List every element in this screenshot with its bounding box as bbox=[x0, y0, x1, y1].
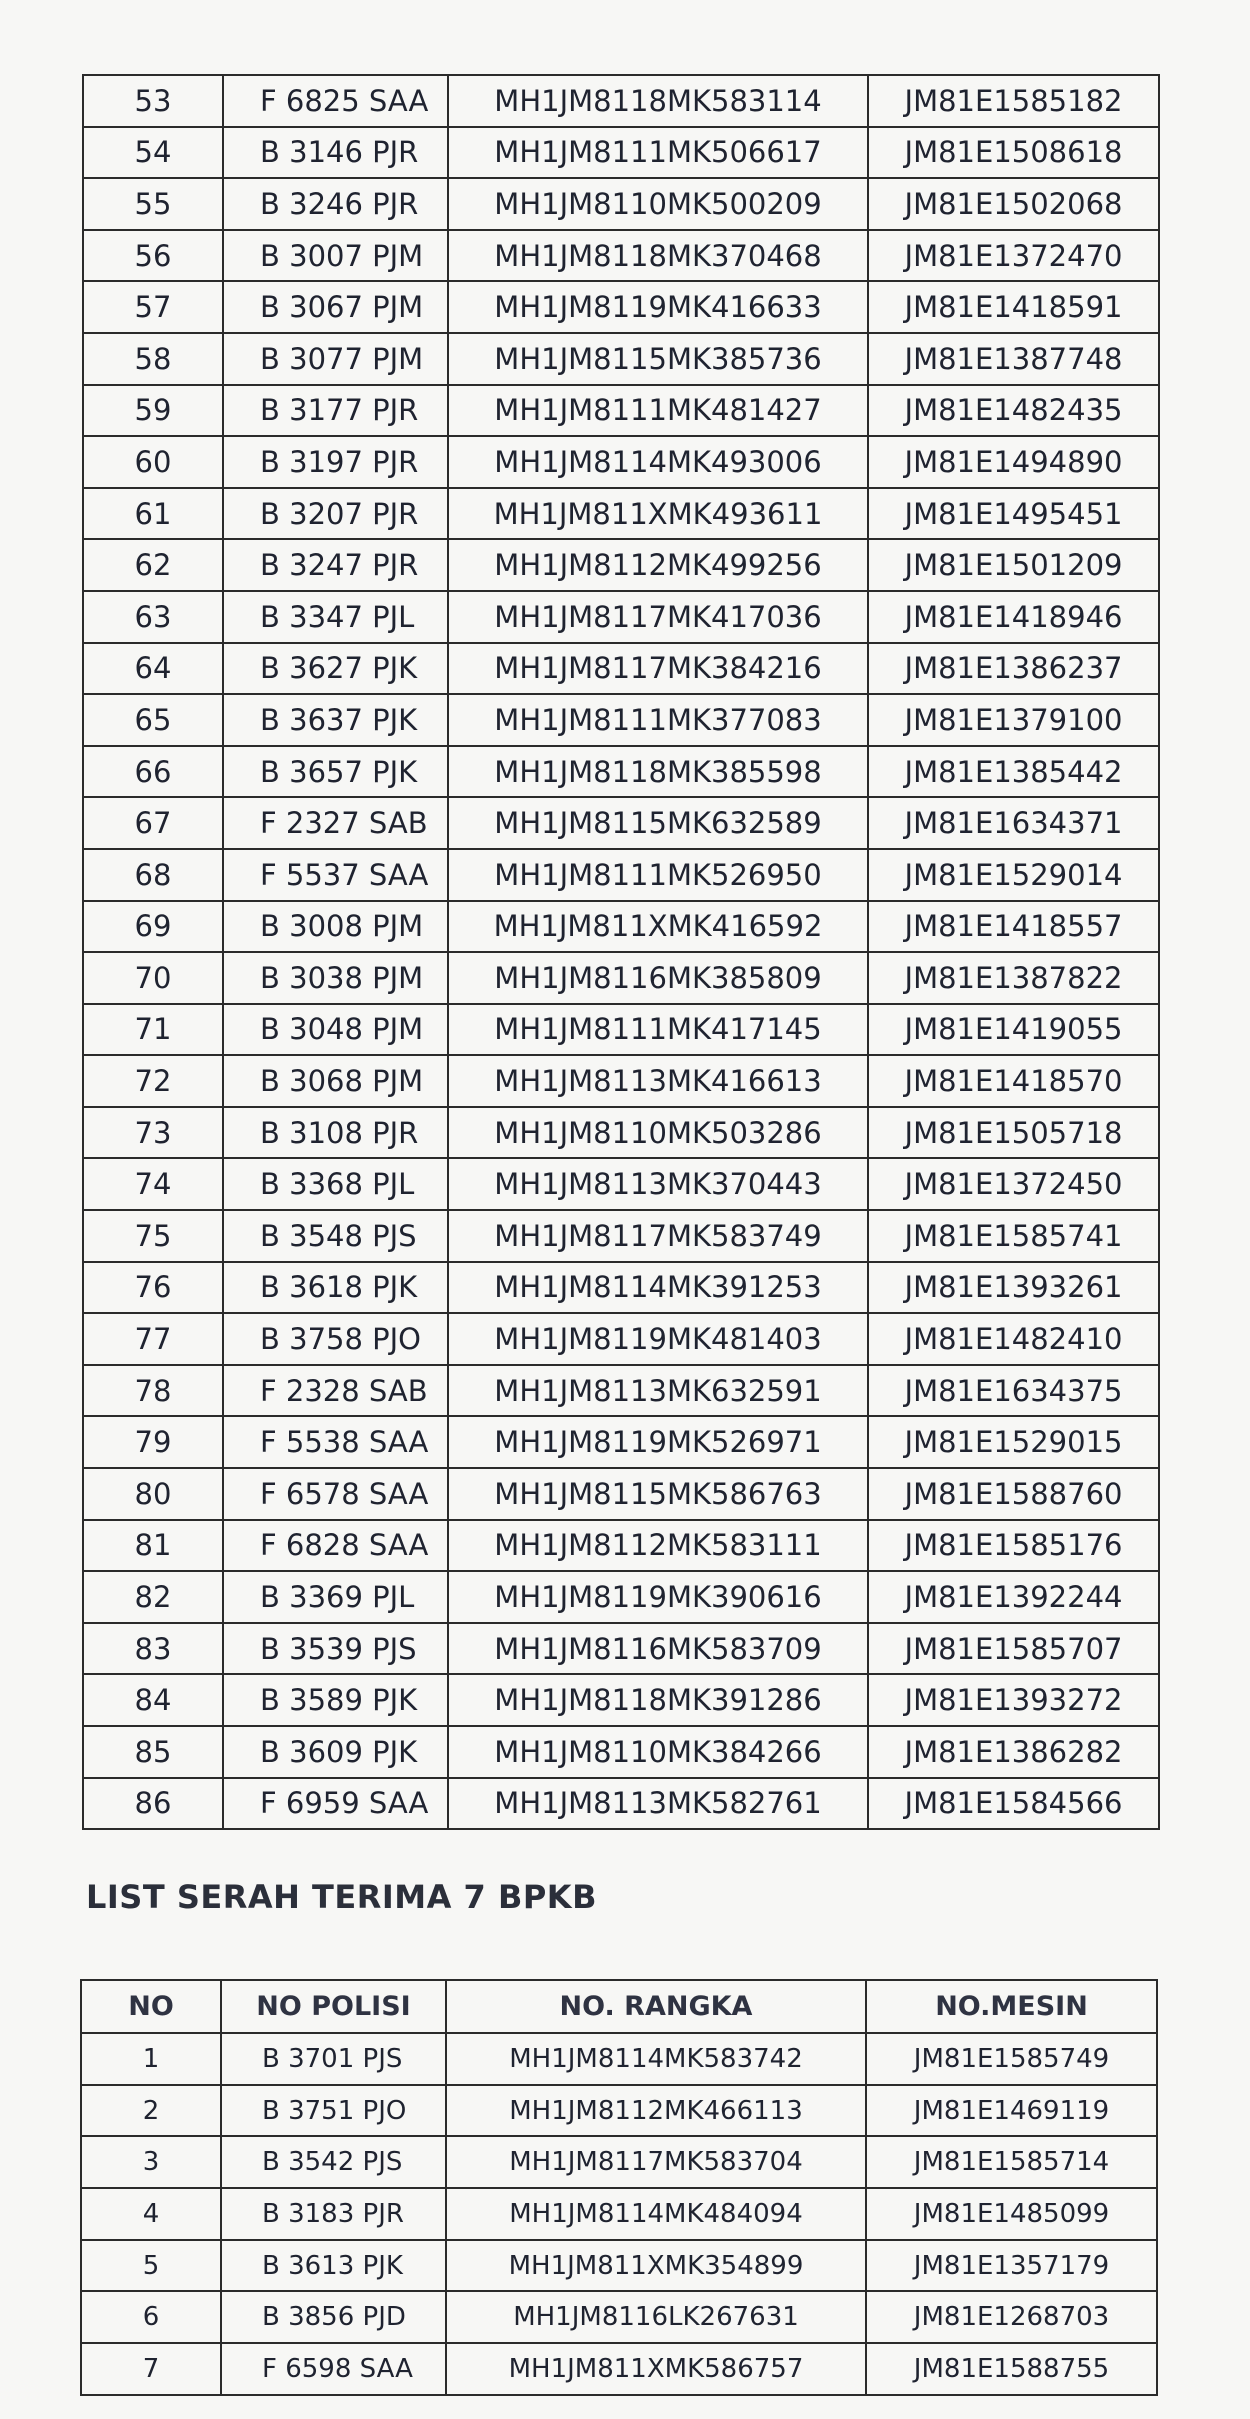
table-row bbox=[83, 849, 1159, 901]
table-row bbox=[83, 1262, 1159, 1314]
cell-no-polisi: F 5537 SAA bbox=[223, 849, 448, 901]
table-row bbox=[83, 952, 1159, 1004]
cell-no-mesin: JM81E1529015 bbox=[868, 1416, 1159, 1468]
cell-no-mesin: JM81E1585749 bbox=[866, 2033, 1157, 2085]
cell-no: 74 bbox=[83, 1158, 223, 1210]
cell-no: 63 bbox=[83, 591, 223, 643]
cell-no-mesin: JM81E1585714 bbox=[866, 2136, 1157, 2188]
table-row bbox=[83, 127, 1159, 179]
cell-no-rangka: MH1JM8118MK391286 bbox=[448, 1674, 868, 1726]
cell-no-rangka: MH1JM8113MK632591 bbox=[448, 1365, 868, 1417]
cell-no: 73 bbox=[83, 1107, 223, 1159]
cell-no-mesin: JM81E1372450 bbox=[868, 1158, 1159, 1210]
cell-no-rangka: MH1JM8111MK417145 bbox=[448, 1004, 868, 1056]
table-row bbox=[83, 746, 1159, 798]
table-row bbox=[81, 2136, 1157, 2188]
cell-no-rangka: MH1JM8119MK416633 bbox=[448, 281, 868, 333]
table-row bbox=[83, 1778, 1159, 1830]
cell-no-rangka: MH1JM8114MK583742 bbox=[446, 2033, 866, 2085]
table-row bbox=[83, 436, 1159, 488]
cell-no: 69 bbox=[83, 901, 223, 953]
cell-no-rangka: MH1JM8113MK370443 bbox=[448, 1158, 868, 1210]
table-row bbox=[83, 1468, 1159, 1520]
cell-no-mesin: JM81E1385442 bbox=[868, 746, 1159, 798]
cell-no-mesin: JM81E1495451 bbox=[868, 488, 1159, 540]
cell-no-rangka: MH1JM8119MK526971 bbox=[448, 1416, 868, 1468]
cell-no: 59 bbox=[83, 385, 223, 437]
cell-no-rangka: MH1JM8114MK493006 bbox=[448, 436, 868, 488]
cell-no-mesin: JM81E1419055 bbox=[868, 1004, 1159, 1056]
table-row bbox=[81, 2291, 1157, 2343]
cell-no-polisi: F 6578 SAA bbox=[223, 1468, 448, 1520]
cell-no-rangka: MH1JM8113MK416613 bbox=[448, 1055, 868, 1107]
cell-no-mesin: JM81E1268703 bbox=[866, 2291, 1157, 2343]
cell-no-polisi: B 3589 PJK bbox=[223, 1674, 448, 1726]
cell-no-rangka: MH1JM8119MK390616 bbox=[448, 1571, 868, 1623]
cell-no-polisi: B 3177 PJR bbox=[223, 385, 448, 437]
cell-no: 67 bbox=[83, 797, 223, 849]
cell-no: 72 bbox=[83, 1055, 223, 1107]
table-row bbox=[83, 333, 1159, 385]
cell-no: 62 bbox=[83, 539, 223, 591]
cell-no-rangka: MH1JM8115MK632589 bbox=[448, 797, 868, 849]
table-row bbox=[83, 281, 1159, 333]
cell-no-polisi: F 2327 SAB bbox=[223, 797, 448, 849]
cell-no-polisi: F 5538 SAA bbox=[223, 1416, 448, 1468]
cell-no: 85 bbox=[83, 1726, 223, 1778]
cell-no-mesin: JM81E1508618 bbox=[868, 127, 1159, 179]
cell-no-polisi: B 3637 PJK bbox=[223, 694, 448, 746]
cell-no-polisi: B 3077 PJM bbox=[223, 333, 448, 385]
cell-no-polisi: B 3048 PJM bbox=[223, 1004, 448, 1056]
table-row bbox=[83, 178, 1159, 230]
header-row bbox=[81, 1980, 1157, 2033]
table-row bbox=[83, 1055, 1159, 1107]
cell-no-rangka: MH1JM8117MK583749 bbox=[448, 1210, 868, 1262]
cell-no-mesin: JM81E1393272 bbox=[868, 1674, 1159, 1726]
bpkb-table bbox=[80, 1979, 1158, 2396]
table-row bbox=[83, 591, 1159, 643]
cell-no-mesin: JM81E1392244 bbox=[868, 1571, 1159, 1623]
table-row bbox=[83, 75, 1159, 127]
cell-no-rangka: MH1JM8117MK384216 bbox=[448, 643, 868, 695]
cell-no-mesin: JM81E1505718 bbox=[868, 1107, 1159, 1159]
cell-no-rangka: MH1JM8116MK385809 bbox=[448, 952, 868, 1004]
table-row bbox=[83, 1313, 1159, 1365]
cell-no-mesin: JM81E1386282 bbox=[868, 1726, 1159, 1778]
cell-no: 57 bbox=[83, 281, 223, 333]
table-row bbox=[81, 2085, 1157, 2137]
cell-no: 68 bbox=[83, 849, 223, 901]
cell-no-mesin: JM81E1585176 bbox=[868, 1520, 1159, 1572]
table-row bbox=[83, 1107, 1159, 1159]
cell-no-polisi: F 6828 SAA bbox=[223, 1520, 448, 1572]
cell-no-polisi: B 3067 PJM bbox=[223, 281, 448, 333]
cell-no-mesin: JM81E1634371 bbox=[868, 797, 1159, 849]
table-row bbox=[83, 1210, 1159, 1262]
table-row bbox=[83, 797, 1159, 849]
cell-no-mesin: JM81E1529014 bbox=[868, 849, 1159, 901]
header-no-polisi: NO POLISI bbox=[221, 1980, 446, 2033]
cell-no-mesin: JM81E1502068 bbox=[868, 178, 1159, 230]
cell-no-polisi: B 3657 PJK bbox=[223, 746, 448, 798]
cell-no-rangka: MH1JM8112MK466113 bbox=[446, 2085, 866, 2137]
cell-no-rangka: MH1JM8115MK586763 bbox=[448, 1468, 868, 1520]
cell-no: 60 bbox=[83, 436, 223, 488]
bpkb-table-body bbox=[81, 2033, 1157, 2395]
cell-no-polisi: B 3008 PJM bbox=[223, 901, 448, 953]
table-row bbox=[81, 2240, 1157, 2292]
cell-no: 6 bbox=[81, 2291, 221, 2343]
cell-no-polisi: B 3539 PJS bbox=[223, 1623, 448, 1675]
cell-no-polisi: B 3542 PJS bbox=[221, 2136, 446, 2188]
cell-no-polisi: B 3548 PJS bbox=[223, 1210, 448, 1262]
cell-no: 84 bbox=[83, 1674, 223, 1726]
cell-no-mesin: JM81E1588755 bbox=[866, 2343, 1157, 2395]
table-row bbox=[81, 2343, 1157, 2395]
cell-no-mesin: JM81E1387748 bbox=[868, 333, 1159, 385]
cell-no-rangka: MH1JM8111MK526950 bbox=[448, 849, 868, 901]
cell-no-mesin: JM81E1584566 bbox=[868, 1778, 1159, 1830]
cell-no-mesin: JM81E1469119 bbox=[866, 2085, 1157, 2137]
cell-no: 7 bbox=[81, 2343, 221, 2395]
cell-no-rangka: MH1JM8115MK385736 bbox=[448, 333, 868, 385]
cell-no: 75 bbox=[83, 1210, 223, 1262]
cell-no-mesin: JM81E1588760 bbox=[868, 1468, 1159, 1520]
cell-no-polisi: F 6959 SAA bbox=[223, 1778, 448, 1830]
cell-no-rangka: MH1JM8110MK503286 bbox=[448, 1107, 868, 1159]
cell-no-rangka: MH1JM8110MK384266 bbox=[448, 1726, 868, 1778]
cell-no-rangka: MH1JM811XMK354899 bbox=[446, 2240, 866, 2292]
table-row bbox=[83, 1004, 1159, 1056]
cell-no-mesin: JM81E1379100 bbox=[868, 694, 1159, 746]
header-no-mesin: NO.MESIN bbox=[866, 1980, 1157, 2033]
table-row bbox=[83, 1365, 1159, 1417]
cell-no-polisi: B 3146 PJR bbox=[223, 127, 448, 179]
cell-no-rangka: MH1JM8118MK583114 bbox=[448, 75, 868, 127]
cell-no-polisi: F 2328 SAB bbox=[223, 1365, 448, 1417]
cell-no-rangka: MH1JM811XMK493611 bbox=[448, 488, 868, 540]
table-row bbox=[83, 694, 1159, 746]
table-row bbox=[83, 1520, 1159, 1572]
table-row bbox=[83, 539, 1159, 591]
cell-no-rangka: MH1JM8117MK417036 bbox=[448, 591, 868, 643]
cell-no-rangka: MH1JM8114MK391253 bbox=[448, 1262, 868, 1314]
cell-no-polisi: B 3108 PJR bbox=[223, 1107, 448, 1159]
cell-no-rangka: MH1JM8116MK583709 bbox=[448, 1623, 868, 1675]
cell-no: 61 bbox=[83, 488, 223, 540]
cell-no-rangka: MH1JM8113MK582761 bbox=[448, 1778, 868, 1830]
cell-no-polisi: B 3627 PJK bbox=[223, 643, 448, 695]
cell-no: 65 bbox=[83, 694, 223, 746]
cell-no: 81 bbox=[83, 1520, 223, 1572]
header-no: NO bbox=[81, 1980, 221, 2033]
cell-no-polisi: B 3246 PJR bbox=[223, 178, 448, 230]
cell-no-rangka: MH1JM8119MK481403 bbox=[448, 1313, 868, 1365]
bpkb-list-title: LIST SERAH TERIMA 7 BPKB bbox=[86, 1878, 597, 1916]
cell-no-rangka: MH1JM8111MK506617 bbox=[448, 127, 868, 179]
cell-no: 55 bbox=[83, 178, 223, 230]
cell-no-mesin: JM81E1418946 bbox=[868, 591, 1159, 643]
cell-no-polisi: B 3007 PJM bbox=[223, 230, 448, 282]
table-row bbox=[83, 1158, 1159, 1210]
cell-no: 66 bbox=[83, 746, 223, 798]
cell-no: 5 bbox=[81, 2240, 221, 2292]
cell-no-rangka: MH1JM8117MK583704 bbox=[446, 2136, 866, 2188]
cell-no-polisi: B 3701 PJS bbox=[221, 2033, 446, 2085]
cell-no-rangka: MH1JM8112MK583111 bbox=[448, 1520, 868, 1572]
cell-no-polisi: B 3038 PJM bbox=[223, 952, 448, 1004]
cell-no-mesin: JM81E1585707 bbox=[868, 1623, 1159, 1675]
cell-no-rangka: MH1JM811XMK586757 bbox=[446, 2343, 866, 2395]
cell-no: 53 bbox=[83, 75, 223, 127]
cell-no-polisi: B 3347 PJL bbox=[223, 591, 448, 643]
vehicle-list-body bbox=[83, 75, 1159, 1829]
cell-no-polisi: F 6598 SAA bbox=[221, 2343, 446, 2395]
cell-no-mesin: JM81E1482435 bbox=[868, 385, 1159, 437]
cell-no-mesin: JM81E1585741 bbox=[868, 1210, 1159, 1262]
table-row bbox=[83, 1674, 1159, 1726]
cell-no-mesin: JM81E1482410 bbox=[868, 1313, 1159, 1365]
cell-no-mesin: JM81E1387822 bbox=[868, 952, 1159, 1004]
bpkb-table-header bbox=[81, 1980, 1157, 2033]
cell-no: 77 bbox=[83, 1313, 223, 1365]
cell-no-mesin: JM81E1418591 bbox=[868, 281, 1159, 333]
table-row bbox=[83, 488, 1159, 540]
table-row bbox=[81, 2033, 1157, 2085]
cell-no-rangka: MH1JM8114MK484094 bbox=[446, 2188, 866, 2240]
cell-no: 2 bbox=[81, 2085, 221, 2137]
cell-no: 79 bbox=[83, 1416, 223, 1468]
cell-no-rangka: MH1JM8118MK370468 bbox=[448, 230, 868, 282]
cell-no-polisi: B 3247 PJR bbox=[223, 539, 448, 591]
table-row bbox=[83, 385, 1159, 437]
table-row bbox=[83, 1416, 1159, 1468]
table-row bbox=[83, 1726, 1159, 1778]
table-row bbox=[83, 1623, 1159, 1675]
cell-no-polisi: B 3609 PJK bbox=[223, 1726, 448, 1778]
table-row bbox=[83, 230, 1159, 282]
cell-no: 64 bbox=[83, 643, 223, 695]
cell-no-mesin: JM81E1634375 bbox=[868, 1365, 1159, 1417]
cell-no-polisi: B 3068 PJM bbox=[223, 1055, 448, 1107]
cell-no-rangka: MH1JM8111MK377083 bbox=[448, 694, 868, 746]
cell-no-rangka: MH1JM811XMK416592 bbox=[448, 901, 868, 953]
cell-no: 82 bbox=[83, 1571, 223, 1623]
table-row bbox=[83, 643, 1159, 695]
vehicle-list-table bbox=[82, 74, 1160, 1830]
cell-no-polisi: B 3613 PJK bbox=[221, 2240, 446, 2292]
cell-no-polisi: B 3197 PJR bbox=[223, 436, 448, 488]
cell-no: 86 bbox=[83, 1778, 223, 1830]
cell-no-mesin: JM81E1418557 bbox=[868, 901, 1159, 953]
cell-no-mesin: JM81E1357179 bbox=[866, 2240, 1157, 2292]
cell-no-mesin: JM81E1418570 bbox=[868, 1055, 1159, 1107]
cell-no: 80 bbox=[83, 1468, 223, 1520]
cell-no-mesin: JM81E1485099 bbox=[866, 2188, 1157, 2240]
cell-no: 54 bbox=[83, 127, 223, 179]
cell-no-mesin: JM81E1501209 bbox=[868, 539, 1159, 591]
cell-no: 1 bbox=[81, 2033, 221, 2085]
cell-no: 56 bbox=[83, 230, 223, 282]
cell-no-rangka: MH1JM8118MK385598 bbox=[448, 746, 868, 798]
cell-no-polisi: B 3856 PJD bbox=[221, 2291, 446, 2343]
cell-no-polisi: B 3207 PJR bbox=[223, 488, 448, 540]
table-row bbox=[83, 901, 1159, 953]
cell-no: 58 bbox=[83, 333, 223, 385]
cell-no: 71 bbox=[83, 1004, 223, 1056]
header-no-rangka: NO. RANGKA bbox=[446, 1980, 866, 2033]
cell-no: 83 bbox=[83, 1623, 223, 1675]
cell-no-rangka: MH1JM8111MK481427 bbox=[448, 385, 868, 437]
cell-no-mesin: JM81E1386237 bbox=[868, 643, 1159, 695]
cell-no: 4 bbox=[81, 2188, 221, 2240]
cell-no-mesin: JM81E1585182 bbox=[868, 75, 1159, 127]
cell-no-polisi: B 3369 PJL bbox=[223, 1571, 448, 1623]
cell-no-polisi: F 6825 SAA bbox=[223, 75, 448, 127]
cell-no-polisi: B 3758 PJO bbox=[223, 1313, 448, 1365]
cell-no-mesin: JM81E1393261 bbox=[868, 1262, 1159, 1314]
cell-no-polisi: B 3183 PJR bbox=[221, 2188, 446, 2240]
cell-no-polisi: B 3618 PJK bbox=[223, 1262, 448, 1314]
cell-no: 3 bbox=[81, 2136, 221, 2188]
cell-no-rangka: MH1JM8112MK499256 bbox=[448, 539, 868, 591]
cell-no-mesin: JM81E1494890 bbox=[868, 436, 1159, 488]
cell-no-rangka: MH1JM8116LK267631 bbox=[446, 2291, 866, 2343]
cell-no-polisi: B 3368 PJL bbox=[223, 1158, 448, 1210]
cell-no-rangka: MH1JM8110MK500209 bbox=[448, 178, 868, 230]
cell-no: 76 bbox=[83, 1262, 223, 1314]
table-row bbox=[83, 1571, 1159, 1623]
cell-no: 70 bbox=[83, 952, 223, 1004]
cell-no-polisi: B 3751 PJO bbox=[221, 2085, 446, 2137]
cell-no-mesin: JM81E1372470 bbox=[868, 230, 1159, 282]
table-row bbox=[81, 2188, 1157, 2240]
cell-no: 78 bbox=[83, 1365, 223, 1417]
